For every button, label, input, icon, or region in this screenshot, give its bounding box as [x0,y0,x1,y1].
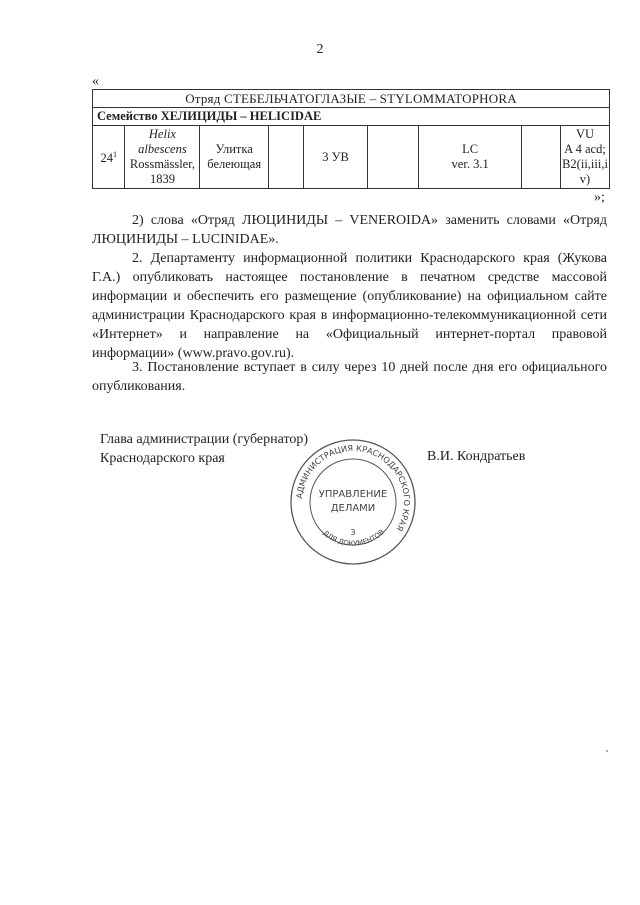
table-row [93,126,610,189]
paragraph-text: 2. Департаменту информационной политики Краснодарского края (Жукова Г.А.) опубликовать настоящее постановление в печатном средстве массовой информации и обеспечить его размещение (опубликование) на официальном сайте администрации Краснодарского края в информационно-телекоммуникационной сети «Интернет» и направление на «Официальный интернет-портал правовой информации» (www.pravo.gov.ru). [92,251,607,361]
row-number-cell [93,126,125,189]
criteria-line-4: v) [579,172,591,186]
order-header: Отряд СТЕБЕЛЬЧАТОГЛАЗЫЕ – STYLOMMATOPHORA [93,90,610,108]
criteria-line-1: VU [575,127,595,141]
family-header: Семейство ХЕЛИЦИДЫ – HELICIDAE [93,108,610,126]
russian-name-line-1: Улитка [215,142,253,156]
russian-name-line-2: белеющая [207,157,262,171]
paragraph-publication [92,249,607,363]
iucn-status-cell [418,126,521,189]
paragraph-item-2-words [92,211,607,249]
species-year: 1839 [149,172,175,186]
signatory-name: В.И. Кондратьев [427,449,526,464]
species-author: Rossmässler, [129,157,195,171]
stamp-number: 3 [350,528,356,537]
criteria-line-3: B2(ii,iii,i [562,157,608,171]
page-number: 2 [316,42,324,57]
closing-quote: »; [594,190,605,205]
latin-genus: Helix [148,127,176,141]
row-number-superscript: 1 [112,150,117,160]
empty-cell [368,126,419,189]
empty-cell [268,126,303,189]
russian-name-cell [200,126,269,189]
paragraph-effective-date [92,358,607,396]
stamp-center-line-2: ДЕЛАМИ [330,503,376,514]
paragraph-text: 2) слова «Отряд ЛЮЦИНИДЫ – VENEROIDA» заменить словами «Отряд ЛЮЦИНИДЫ – LUCINIDAE». [92,213,607,247]
signatory-title-line-1: Глава администрации (губернатор) [100,432,309,447]
category-cell: 3 УВ [304,126,368,189]
signatory-title [100,430,308,468]
iucn-status: LC [462,142,479,156]
official-stamp [288,437,418,567]
stamp-center-line-1: УПРАВЛЕНИЕ [318,489,388,500]
iucn-version: ver. 3.1 [451,157,489,171]
criteria-line-2: A 4 acd; [564,142,606,156]
opening-quote: « [92,74,99,89]
latin-species: albescens [138,142,187,156]
stamp-bottom-text: ДЛЯ ДОКУМЕНТОВ [321,528,386,548]
criteria-cell [561,126,610,189]
species-table [92,89,610,189]
scan-artifact [606,750,608,752]
paragraph-text: 3. Постановление вступает в силу через 10 дней после дня его официального опубликования. [92,360,607,394]
order-header-row [93,90,610,108]
row-number: 24 [100,151,113,166]
latin-name-cell [125,126,200,189]
family-header-row [93,108,610,126]
stamp-ring-text: АДМИНИСТРАЦИЯ КРАСНОДАРСКОГО КРАЯ [294,442,413,534]
signatory-title-line-2: Краснодарского края [100,451,225,466]
empty-cell [522,126,561,189]
